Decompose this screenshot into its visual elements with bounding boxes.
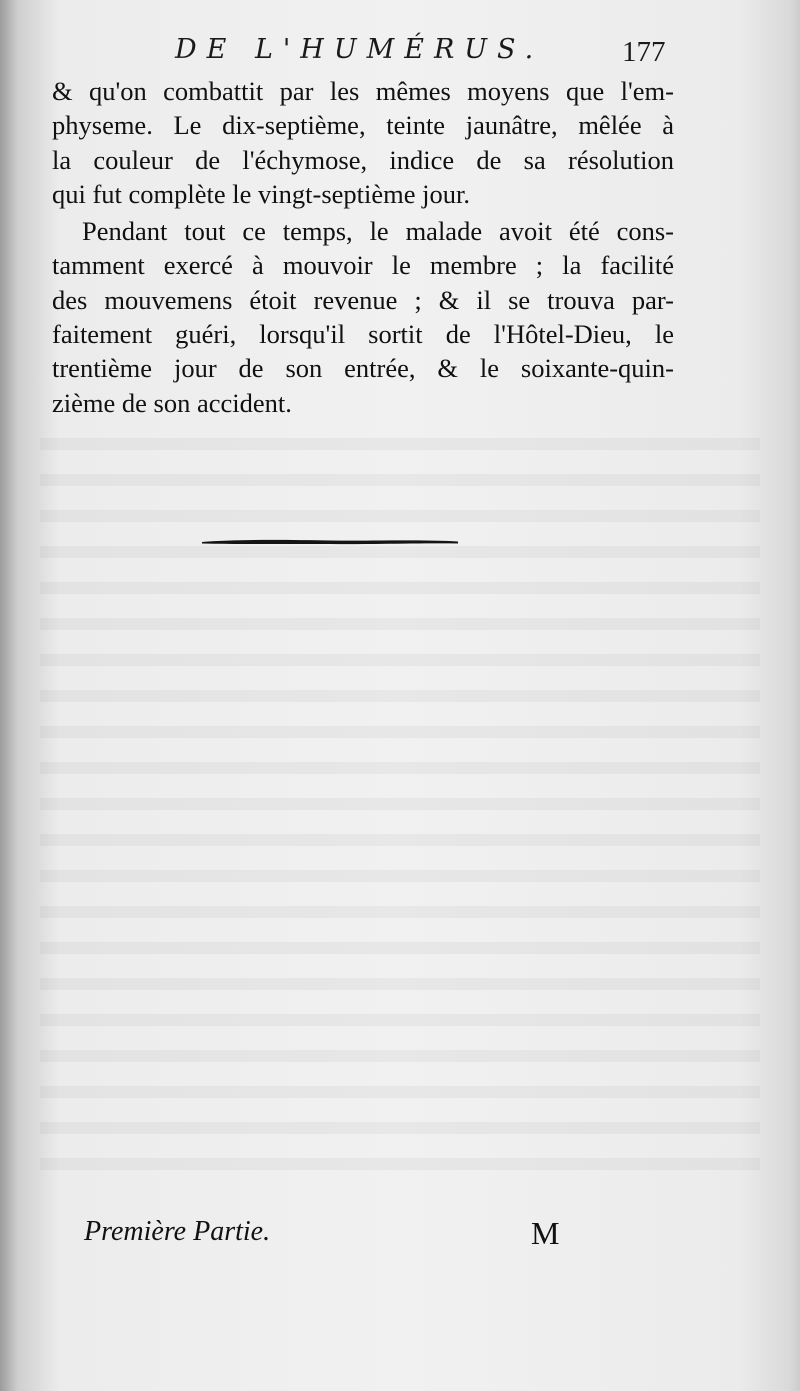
text-line: trentième jour de son entrée, & le soixante-quin-: [52, 353, 674, 384]
body-text: [52, 74, 674, 420]
text-line: tamment exercé à mouvoir le membre ; la facilité: [52, 250, 674, 281]
text-line: qui fut complète le vingt-septième jour.: [52, 178, 471, 209]
section-rule: [200, 537, 460, 546]
text-line: physeme. Le dix-septième, teinte jaunâtre, mêlée à: [52, 110, 674, 141]
page-number: 177: [622, 36, 666, 68]
text-line: & qu'on combattit par les mêmes moyens que l'em-: [52, 76, 674, 106]
section-label: Première Partie.: [84, 1216, 271, 1247]
running-title: DE L'HUMÉRUS.: [175, 34, 544, 65]
text-line: Pendant tout ce temps, le malade avoit été cons-: [82, 216, 674, 247]
text-line: des mouvemens étoit revenue ; & il se trouva par-: [52, 284, 674, 315]
page-footer: [0, 1216, 800, 1256]
text-line: la couleur de l'échymose, indice de sa résolution: [52, 144, 674, 175]
text-line: faitement guéri, lorsqu'il sortit de l'Hôtel-Dieu, le: [52, 319, 674, 350]
text-line: zième de son accident.: [52, 387, 292, 418]
signature-mark: M: [531, 1215, 560, 1251]
running-head: [0, 34, 800, 74]
show-through-text: [40, 420, 760, 1180]
